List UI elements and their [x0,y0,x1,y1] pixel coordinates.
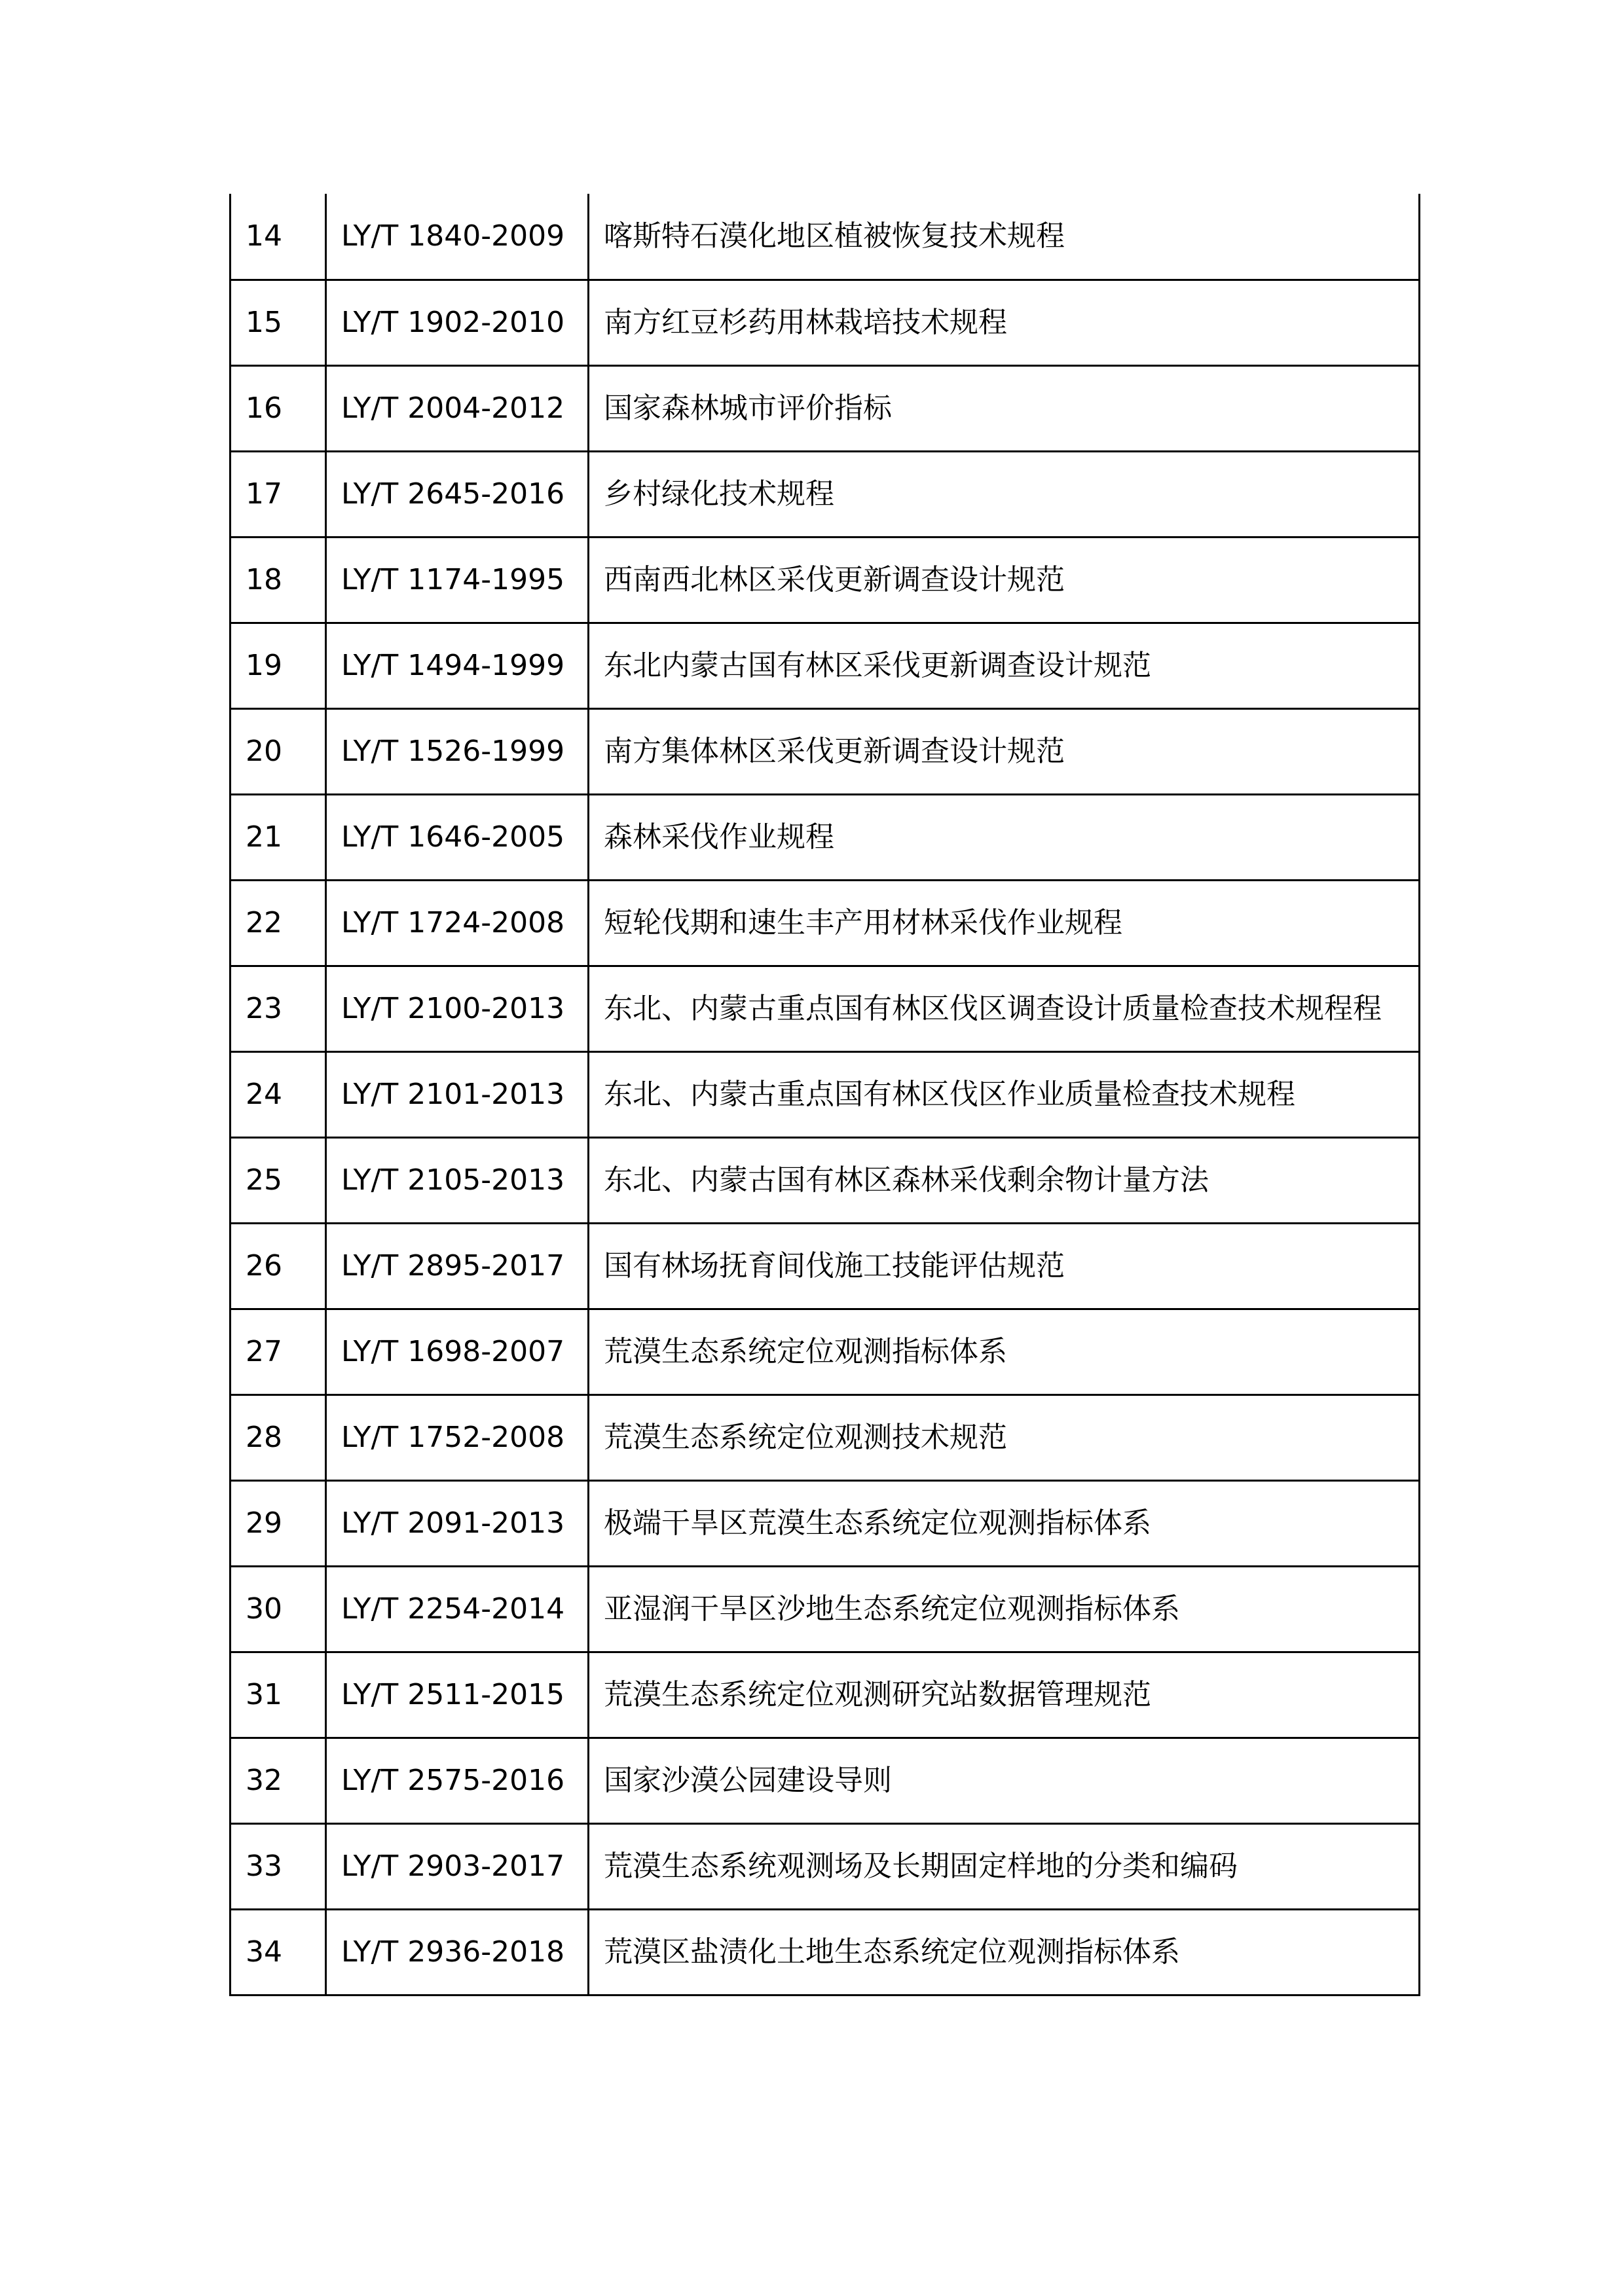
row-number-cell: 16 [231,365,326,451]
table-row [231,1480,1420,1566]
standard-name-cell: 东北内蒙古国有林区采伐更新调查设计规范 [589,623,1420,708]
row-number-cell: 30 [231,1566,326,1652]
table-row [231,794,1420,880]
standard-name-cell: 荒漠生态系统观测场及长期固定样地的分类和编码 [589,1823,1420,1909]
table-row [231,708,1420,794]
row-number-cell: 31 [231,1652,326,1738]
table-row [231,1823,1420,1909]
table-row [231,451,1420,537]
table-row [231,194,1420,280]
standard-name-cell: 短轮伐期和速生丰产用材林采伐作业规程 [589,880,1420,966]
standards-table [229,194,1420,1996]
standard-name-cell: 国家森林城市评价指标 [589,365,1420,451]
standard-code-cell: LY/T 2936-2018 [326,1909,589,1995]
standard-code-cell: LY/T 2645-2016 [326,451,589,537]
table-row [231,1909,1420,1995]
standard-code-cell: LY/T 1494-1999 [326,623,589,708]
standard-code-cell: LY/T 2511-2015 [326,1652,589,1738]
standard-name-cell: 国家沙漠公园建设导则 [589,1738,1420,1823]
table-row [231,1137,1420,1223]
table-row [231,365,1420,451]
row-number-cell: 22 [231,880,326,966]
standard-code-cell: LY/T 2004-2012 [326,365,589,451]
row-number-cell: 34 [231,1909,326,1995]
standard-name-cell: 西南西北林区采伐更新调查设计规范 [589,537,1420,623]
standard-code-cell: LY/T 1698-2007 [326,1309,589,1394]
standard-name-cell: 喀斯特石漠化地区植被恢复技术规程 [589,194,1420,280]
row-number-cell: 15 [231,280,326,365]
standard-code-cell: LY/T 2105-2013 [326,1137,589,1223]
row-number-cell: 29 [231,1480,326,1566]
standard-name-cell: 东北、内蒙古国有林区森林采伐剩余物计量方法 [589,1137,1420,1223]
standard-name-cell: 森林采伐作业规程 [589,794,1420,880]
table-row [231,280,1420,365]
standard-code-cell: LY/T 2575-2016 [326,1738,589,1823]
standard-code-cell: LY/T 1902-2010 [326,280,589,365]
standard-name-cell: 荒漠生态系统定位观测研究站数据管理规范 [589,1652,1420,1738]
table-row [231,1394,1420,1480]
row-number-cell: 26 [231,1223,326,1309]
standard-name-cell: 荒漠生态系统定位观测技术规范 [589,1394,1420,1480]
table-row [231,1652,1420,1738]
standard-code-cell: LY/T 1526-1999 [326,708,589,794]
standard-code-cell: LY/T 2254-2014 [326,1566,589,1652]
standard-code-cell: LY/T 2100-2013 [326,966,589,1051]
row-number-cell: 27 [231,1309,326,1394]
standard-code-cell: LY/T 1752-2008 [326,1394,589,1480]
standard-code-cell: LY/T 2895-2017 [326,1223,589,1309]
standard-name-cell: 东北、内蒙古重点国有林区伐区作业质量检查技术规程 [589,1051,1420,1137]
standard-name-cell: 国有林场抚育间伐施工技能评估规范 [589,1223,1420,1309]
table-row [231,1738,1420,1823]
table-row [231,537,1420,623]
row-number-cell: 18 [231,537,326,623]
standard-name-cell: 乡村绿化技术规程 [589,451,1420,537]
table-row [231,880,1420,966]
row-number-cell: 17 [231,451,326,537]
row-number-cell: 23 [231,966,326,1051]
row-number-cell: 19 [231,623,326,708]
table-row [231,966,1420,1051]
row-number-cell: 28 [231,1394,326,1480]
table-row [231,623,1420,708]
standard-code-cell: LY/T 2101-2013 [326,1051,589,1137]
standard-name-cell: 极端干旱区荒漠生态系统定位观测指标体系 [589,1480,1420,1566]
standard-code-cell: LY/T 1174-1995 [326,537,589,623]
table-row [231,1309,1420,1394]
standard-code-cell: LY/T 1646-2005 [326,794,589,880]
row-number-cell: 33 [231,1823,326,1909]
standard-name-cell: 南方红豆杉药用林栽培技术规程 [589,280,1420,365]
table-row [231,1223,1420,1309]
row-number-cell: 32 [231,1738,326,1823]
row-number-cell: 24 [231,1051,326,1137]
standard-code-cell: LY/T 1724-2008 [326,880,589,966]
row-number-cell: 14 [231,194,326,280]
standard-name-cell: 亚湿润干旱区沙地生态系统定位观测指标体系 [589,1566,1420,1652]
standard-name-cell: 南方集体林区采伐更新调查设计规范 [589,708,1420,794]
standard-name-cell: 荒漠区盐渍化土地生态系统定位观测指标体系 [589,1909,1420,1995]
row-number-cell: 25 [231,1137,326,1223]
standard-code-cell: LY/T 1840-2009 [326,194,589,280]
table-row [231,1566,1420,1652]
standard-code-cell: LY/T 2903-2017 [326,1823,589,1909]
table-row [231,1051,1420,1137]
standard-name-cell: 荒漠生态系统定位观测指标体系 [589,1309,1420,1394]
standard-name-cell: 东北、内蒙古重点国有林区伐区调查设计质量检查技术规程程 [589,966,1420,1051]
standards-table-body [231,194,1420,1995]
standard-code-cell: LY/T 2091-2013 [326,1480,589,1566]
row-number-cell: 20 [231,708,326,794]
row-number-cell: 21 [231,794,326,880]
